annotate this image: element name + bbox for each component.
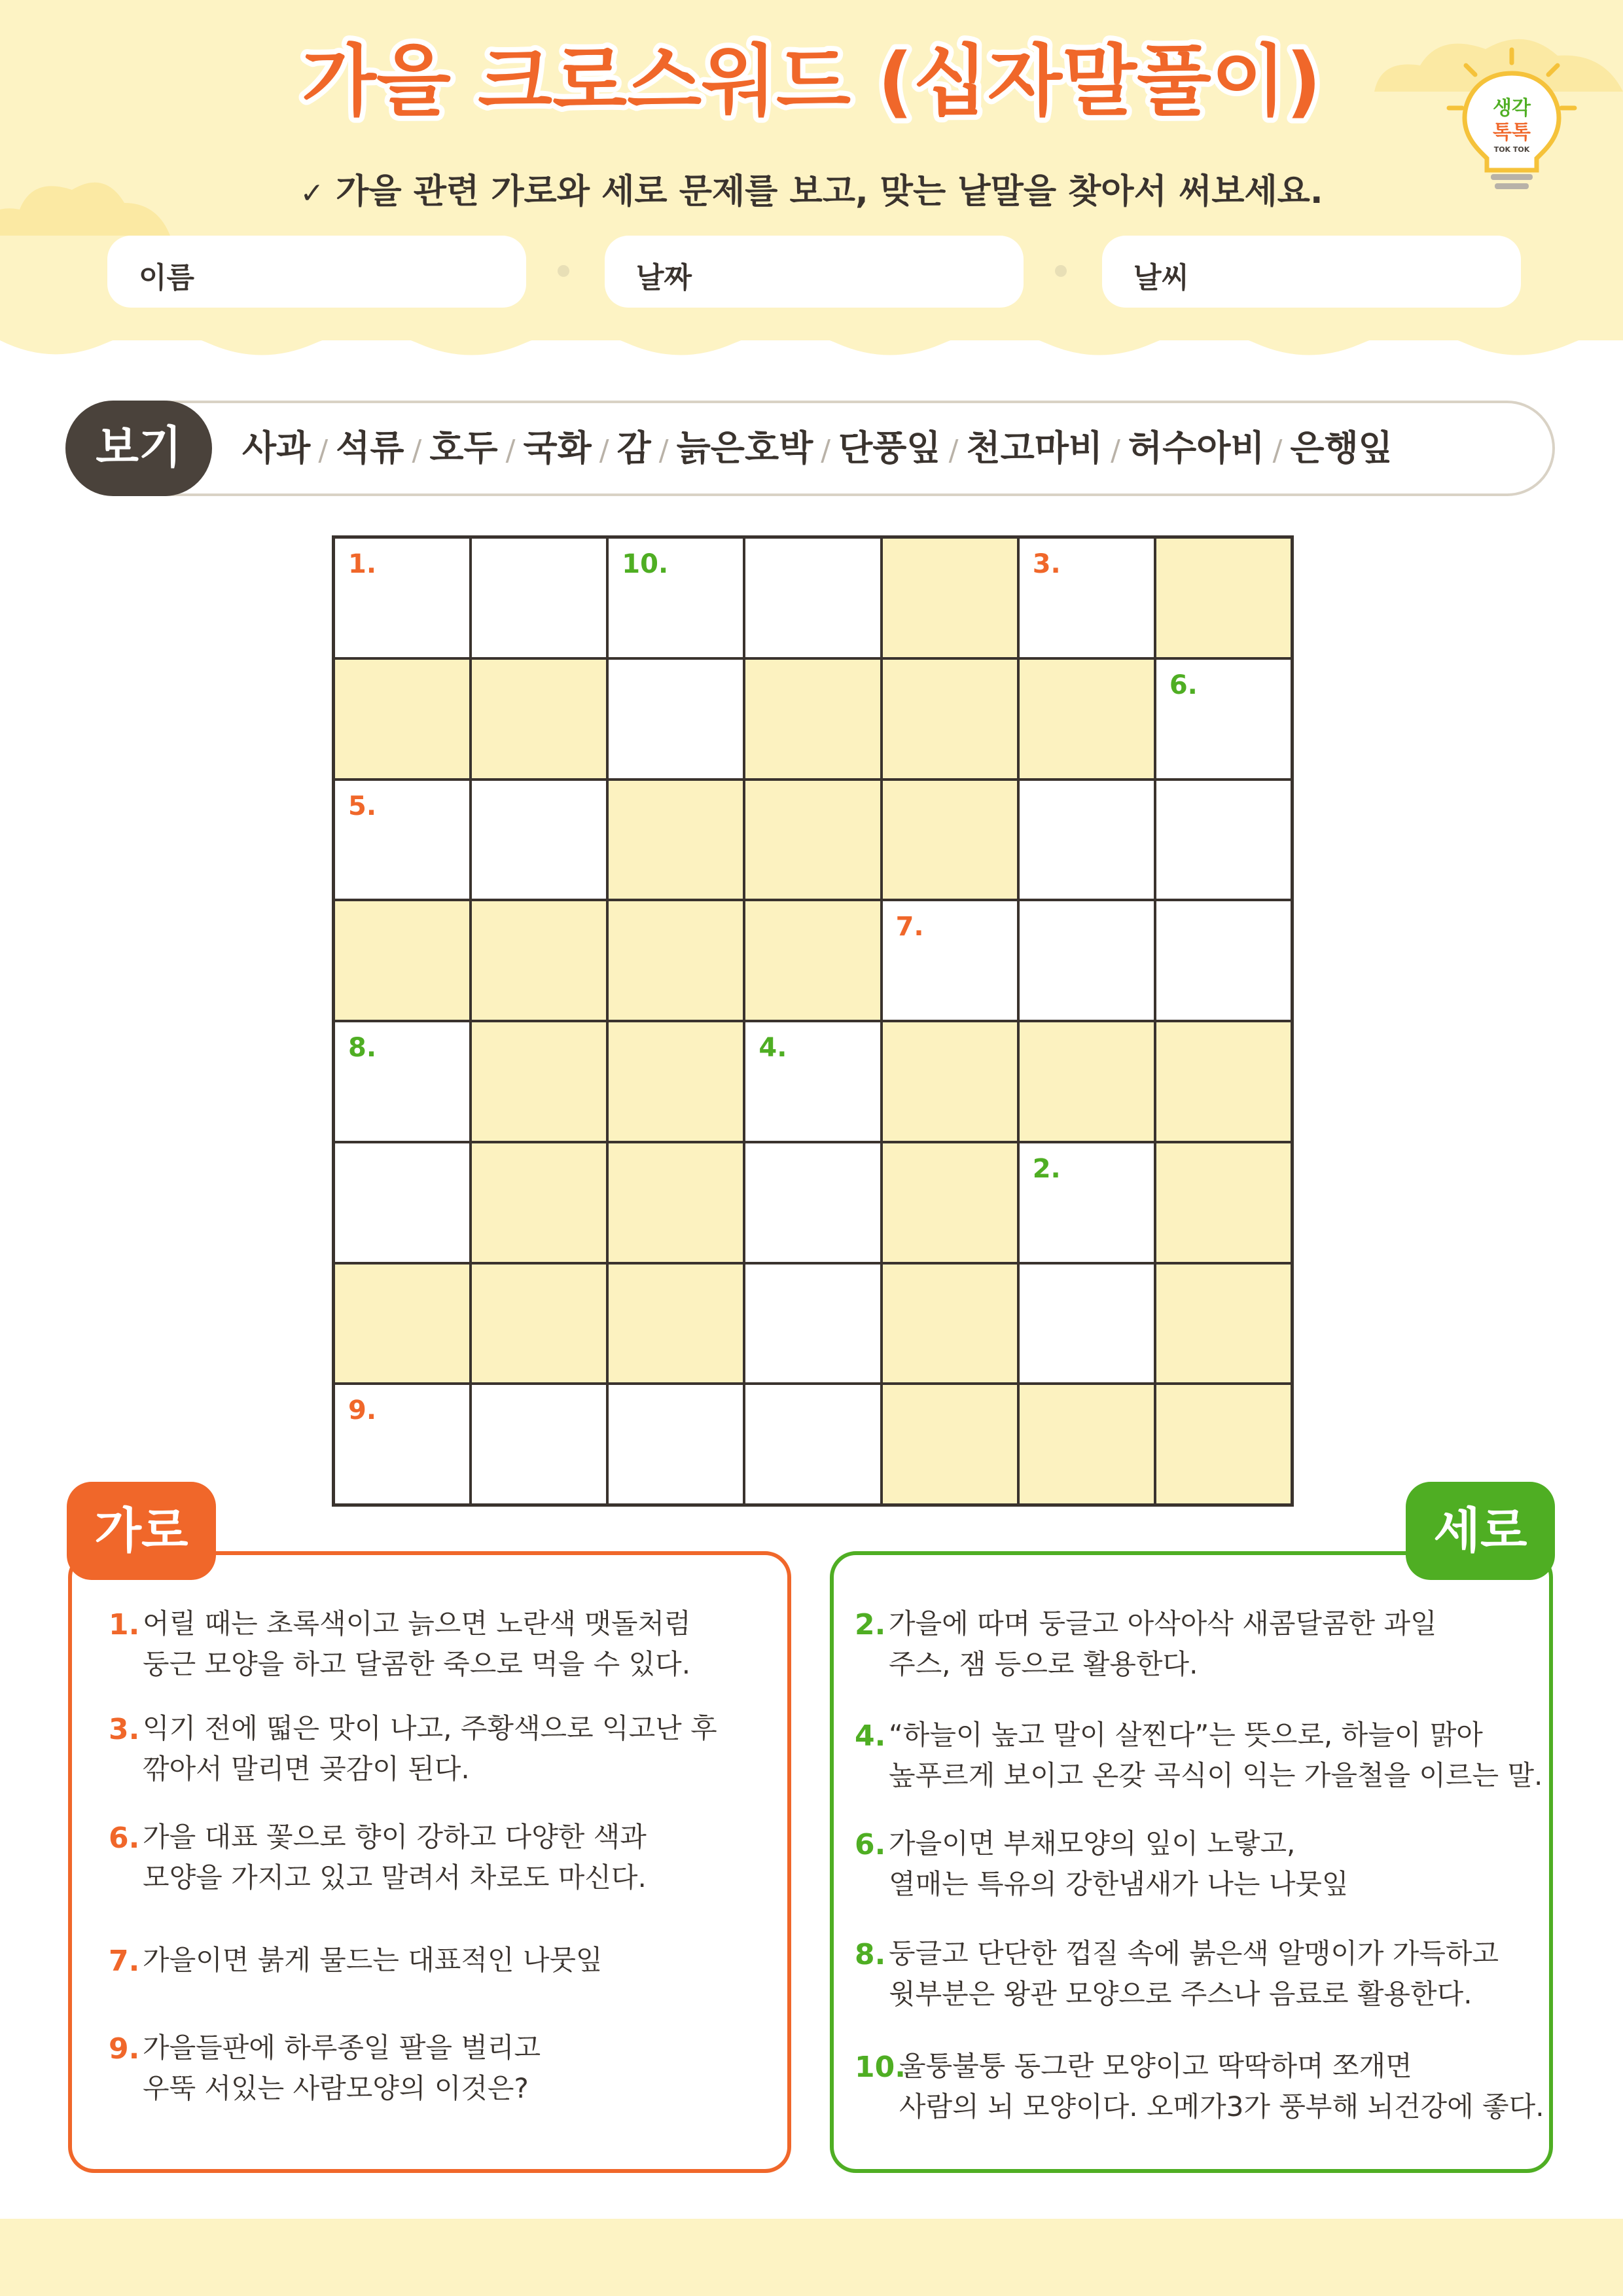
- name-label: 이름: [139, 261, 195, 295]
- clue-number: 7.: [895, 912, 924, 942]
- grid-cell-blank[interactable]: [471, 537, 607, 658]
- grid-cell-blank[interactable]: [1155, 780, 1292, 901]
- clue-number: 3.: [109, 1713, 140, 1746]
- clue-text: 둥글고 단단한 껍질 속에 붉은색 알맹이가 가득하고 윗부분은 왕관 모양으로 주스나 음료로 활용한다.: [889, 1937, 1499, 2010]
- grid-cell-filled: [607, 1142, 744, 1263]
- grid-cell-filled: [607, 780, 744, 901]
- word-bank-item: 은행잎: [1290, 427, 1393, 469]
- word-separator: /: [948, 434, 959, 467]
- across-label: 가로: [67, 1482, 216, 1580]
- grid-cell-filled: [607, 1021, 744, 1142]
- grid-cell-filled: [471, 658, 607, 780]
- grid-cell-blank[interactable]: [744, 1263, 881, 1384]
- down-clue: [855, 1823, 1349, 1905]
- clue-number: 2.: [1032, 1153, 1061, 1184]
- clue-number: 6.: [855, 1828, 886, 1861]
- clue-number: 6.: [1169, 670, 1198, 700]
- grid-cell-blank[interactable]: [1018, 1263, 1155, 1384]
- grid-cell-blank[interactable]: [471, 780, 607, 901]
- grid-cell-blank[interactable]: [1155, 658, 1292, 780]
- grid-cell-blank[interactable]: [607, 537, 744, 658]
- grid-cell-blank[interactable]: [744, 1142, 881, 1263]
- grid-cell-filled: [334, 900, 471, 1021]
- grid-cell-filled: [744, 900, 881, 1021]
- grid-cell-filled: [1018, 1021, 1155, 1142]
- grid-cell-filled: [334, 1263, 471, 1384]
- grid-cell-blank[interactable]: [334, 780, 471, 901]
- weather-field[interactable]: [1102, 236, 1521, 308]
- grid-cell-filled: [882, 537, 1018, 658]
- grid-cell-filled: [471, 1021, 607, 1142]
- grid-cell-filled: [1155, 1142, 1292, 1263]
- down-clue: [855, 1933, 1499, 2015]
- word-bank-item: 허수아비: [1128, 427, 1265, 469]
- clue-number: 2.: [855, 1608, 886, 1641]
- word-separator: /: [318, 434, 329, 467]
- svg-text:가을 크로스워드 (십자말풀이): 가을 크로스워드 (십자말풀이): [302, 36, 1321, 126]
- page-title: [157, 26, 1466, 137]
- crossword-grid: [332, 535, 1294, 1507]
- clue-number: 9.: [109, 2032, 140, 2066]
- word-bank-item: 사과: [242, 427, 311, 469]
- checkmark-icon: ✓: [300, 177, 325, 210]
- separator-dot: [1055, 265, 1067, 277]
- clue-number: 8.: [855, 1938, 886, 1971]
- grid-cell-filled: [1155, 1263, 1292, 1384]
- grid-cell-filled: [882, 780, 1018, 901]
- grid-cell-filled: [471, 1263, 607, 1384]
- grid-cell-blank[interactable]: [744, 1021, 881, 1142]
- grid-cell-blank[interactable]: [471, 1384, 607, 1505]
- clue-number: 6.: [109, 1821, 140, 1855]
- grid-cell-filled: [882, 1142, 1018, 1263]
- footer-background: [0, 2219, 1623, 2296]
- down-label: 세로: [1406, 1482, 1555, 1580]
- down-clue: [855, 1715, 1543, 1796]
- word-bank-item: 석류: [336, 427, 404, 469]
- word-bank-label: 보기: [65, 401, 212, 496]
- word-separator: /: [505, 434, 516, 467]
- weather-label: 날씨: [1133, 261, 1190, 295]
- clue-number: 10.: [855, 2051, 906, 2084]
- word-separator: /: [599, 434, 609, 467]
- grid-cell-filled: [1155, 537, 1292, 658]
- word-separator: /: [821, 434, 831, 467]
- grid-cell-filled: [607, 1263, 744, 1384]
- clue-number: 4.: [758, 1033, 787, 1063]
- word-separator: /: [658, 434, 669, 467]
- grid-cell-filled: [471, 900, 607, 1021]
- grid-cell-blank[interactable]: [1155, 900, 1292, 1021]
- grid-cell-blank[interactable]: [882, 900, 1018, 1021]
- clue-text: 가을 대표 꽃으로 향이 강하고 다양한 색과 모양을 가지고 있고 말려서 차로도 마신다.: [143, 1821, 647, 1893]
- clue-number: 4.: [855, 1719, 886, 1753]
- clue-text: 가을들판에 하루종일 팔을 벌리고 우뚝 서있는 사람모양의 이것은?: [143, 2032, 541, 2104]
- clue-number: 7.: [109, 1945, 140, 1978]
- grid-cell-filled: [1155, 1384, 1292, 1505]
- clue-number: 10.: [622, 549, 669, 579]
- grid-cell-blank[interactable]: [607, 1384, 744, 1505]
- clue-text: 익기 전에 떫은 맛이 나고, 주황색으로 익고난 후 깎아서 말리면 곶감이 된다.: [143, 1712, 717, 1785]
- grid-cell-filled: [744, 658, 881, 780]
- clue-number: 1.: [109, 1608, 140, 1641]
- grid-cell-filled: [882, 1263, 1018, 1384]
- word-separator: /: [1272, 434, 1283, 467]
- across-clue: [109, 1940, 603, 1981]
- clue-text: “하늘이 높고 말이 살찐다”는 뜻으로, 하늘이 맑아 높푸르게 보이고 온갖 곡식이 익는 가을철을 이르는 말.: [889, 1719, 1543, 1791]
- header-wave-divider: [0, 327, 1623, 373]
- clue-text: 가을이면 붉게 물드는 대표적인 나뭇잎: [143, 1944, 603, 1976]
- word-separator: /: [1111, 434, 1120, 467]
- name-field[interactable]: [107, 236, 526, 308]
- grid-cell-filled: [1018, 1384, 1155, 1505]
- clue-number: 5.: [348, 791, 377, 821]
- across-clue: [109, 1817, 647, 1898]
- grid-cell-blank[interactable]: [1018, 537, 1155, 658]
- clue-text: 가을이면 부채모양의 잎이 노랗고, 열매는 특유의 강한냄새가 나는 나뭇잎: [889, 1827, 1349, 1900]
- word-bank-item: 감: [616, 427, 651, 469]
- grid-cell-blank[interactable]: [607, 658, 744, 780]
- grid-cell-filled: [334, 658, 471, 780]
- across-clue: [109, 1604, 691, 1685]
- grid-cell-filled: [744, 780, 881, 901]
- clue-number: 1.: [348, 549, 377, 579]
- grid-cell-blank[interactable]: [334, 1021, 471, 1142]
- word-bank-item: 늙은호박: [676, 427, 813, 469]
- word-bank-item: 단풍잎: [838, 427, 941, 469]
- word-bank-item: 국화: [523, 427, 592, 469]
- grid-cell-filled: [882, 1021, 1018, 1142]
- clue-text: 어릴 때는 초록색이고 늙으면 노란색 맷돌처럼 둥근 모양을 하고 달콤한 죽으로 먹을 수 있다.: [143, 1607, 691, 1680]
- word-bank-list: [242, 401, 1393, 496]
- clue-text: 가을에 따며 둥글고 아삭아삭 새콤달콤한 과일 주스, 잼 등으로 활용한다.: [889, 1607, 1437, 1680]
- clue-number: 9.: [348, 1395, 377, 1426]
- date-label: 날짜: [636, 261, 692, 295]
- grid-cell-blank[interactable]: [334, 1142, 471, 1263]
- instructions-text: 가을 관련 가로와 세로 문제를 보고, 맞는 낱말을 찾아서 써보세요.: [336, 172, 1323, 211]
- instructions: [0, 164, 1623, 213]
- separator-dot: [558, 265, 569, 277]
- grid-cell-blank[interactable]: [1018, 1142, 1155, 1263]
- svg-text:TOK TOK: TOK TOK: [1493, 145, 1530, 154]
- grid-cell-blank[interactable]: [1018, 900, 1155, 1021]
- clue-number: 3.: [1032, 549, 1061, 579]
- svg-text:생각: 생각: [1493, 97, 1531, 120]
- grid-cell-blank[interactable]: [334, 1384, 471, 1505]
- grid-cell-filled: [1155, 1021, 1292, 1142]
- clue-number: 8.: [348, 1033, 377, 1063]
- grid-cell-blank[interactable]: [744, 537, 881, 658]
- grid-cell-filled: [882, 1384, 1018, 1505]
- word-bank-item: 호두: [429, 427, 498, 469]
- svg-text:톡톡: 톡톡: [1493, 121, 1531, 144]
- date-field[interactable]: [605, 236, 1024, 308]
- word-bank-item: 천고마비: [966, 427, 1103, 469]
- grid-cell-blank[interactable]: [1018, 780, 1155, 901]
- grid-cell-filled: [607, 900, 744, 1021]
- down-clue: [855, 1604, 1437, 1685]
- grid-cell-filled: [471, 1142, 607, 1263]
- grid-cell-blank[interactable]: [744, 1384, 881, 1505]
- across-clue: [109, 1708, 717, 1789]
- clue-text: 울퉁불퉁 동그란 모양이고 딱딱하며 쪼개면 사람의 뇌 모양이다. 오메가3가 풍부해 뇌건강에 좋다.: [899, 2050, 1544, 2123]
- grid-cell-filled: [1018, 658, 1155, 780]
- grid-cell-filled: [882, 658, 1018, 780]
- grid-cell-blank[interactable]: [334, 537, 471, 658]
- across-clue: [109, 2028, 541, 2109]
- down-clue: [855, 2046, 1544, 2127]
- word-separator: /: [412, 434, 422, 467]
